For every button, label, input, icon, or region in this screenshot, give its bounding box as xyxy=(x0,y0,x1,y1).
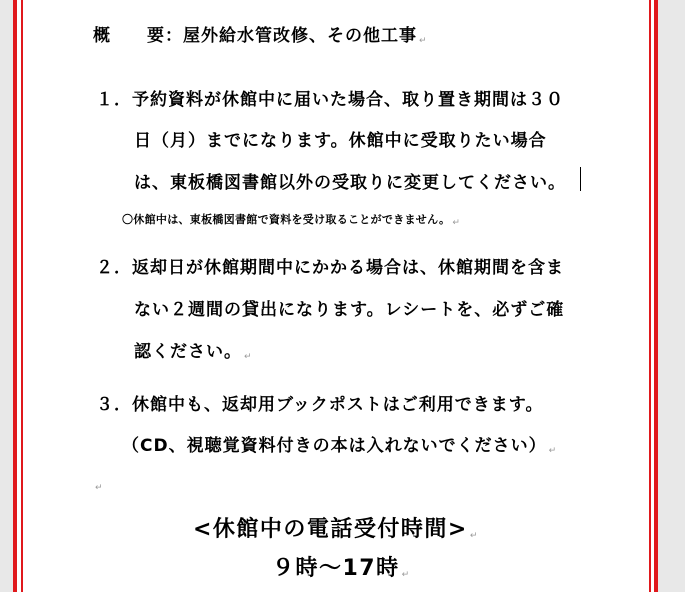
summary-line xyxy=(93,21,428,46)
phone-heading-text: <休館中の電話受付時間> xyxy=(193,517,468,542)
red-border-left xyxy=(13,0,17,592)
item-1-number: １． xyxy=(96,90,132,110)
item-2-line-1 xyxy=(96,253,564,278)
paragraph-mark-icon: ↵ xyxy=(419,36,428,46)
item-2-line-2 xyxy=(134,295,564,320)
red-border-left-inner xyxy=(21,0,23,592)
page-margin-right xyxy=(658,0,685,592)
page-margin-left xyxy=(0,0,13,592)
paragraph-mark-icon: ↵ xyxy=(95,483,104,493)
item-3-line-2 xyxy=(122,431,557,456)
phone-heading xyxy=(193,512,479,543)
item-3-text-2: （CD、視聴覚資料付きの本は入れないでください） xyxy=(122,436,547,456)
paragraph-mark-icon: ↵ xyxy=(452,218,461,228)
summary-text: 屋外給水管改修、その他工事 xyxy=(183,26,417,46)
item-3-line-1 xyxy=(96,390,543,415)
paragraph-mark-icon: ↵ xyxy=(244,352,253,362)
summary-label: 概 要： xyxy=(93,26,183,46)
item-2-text-1: 返却日が休館期間中にかかる場合は、休館期間を含ま xyxy=(132,258,564,278)
paragraph-mark-icon: ↵ xyxy=(548,446,558,456)
item-2-text-3: 認ください。 xyxy=(134,342,242,362)
empty-paragraph xyxy=(93,473,104,493)
item-2-line-3 xyxy=(134,337,253,362)
phone-hours-text: ９時～17時 xyxy=(272,556,400,581)
text-cursor xyxy=(580,167,581,191)
item-1-line-3 xyxy=(134,168,566,193)
note-line xyxy=(122,211,460,228)
item-3-text-1: 休館中も、返却用ブックポストはご利用できます。 xyxy=(132,395,544,415)
item-1-line-1 xyxy=(96,85,564,110)
item-3-number: ３． xyxy=(96,395,132,415)
item-1-text-2: 日（月）までになります。休館中に受取りたい場合 xyxy=(134,131,547,151)
red-border-right-inner xyxy=(649,0,651,592)
item-2-number: ２． xyxy=(96,258,132,278)
phone-hours xyxy=(272,551,411,582)
note-text: 〇休館中は、東板橋図書館で資料を受け取ることができません。 xyxy=(122,213,451,226)
paragraph-mark-icon: ↵ xyxy=(469,531,479,541)
item-1-text-3: は、東板橋図書館以外の受取りに変更してください。 xyxy=(134,173,566,193)
item-1-line-2 xyxy=(134,126,547,151)
paragraph-mark-icon: ↵ xyxy=(401,570,411,580)
item-1-text-1: 予約資料が休館中に届いた場合、取り置き期間は３０ xyxy=(132,90,564,110)
item-2-text-2: ない２週間の貸出になります。レシートを、必ずご確 xyxy=(134,300,565,320)
